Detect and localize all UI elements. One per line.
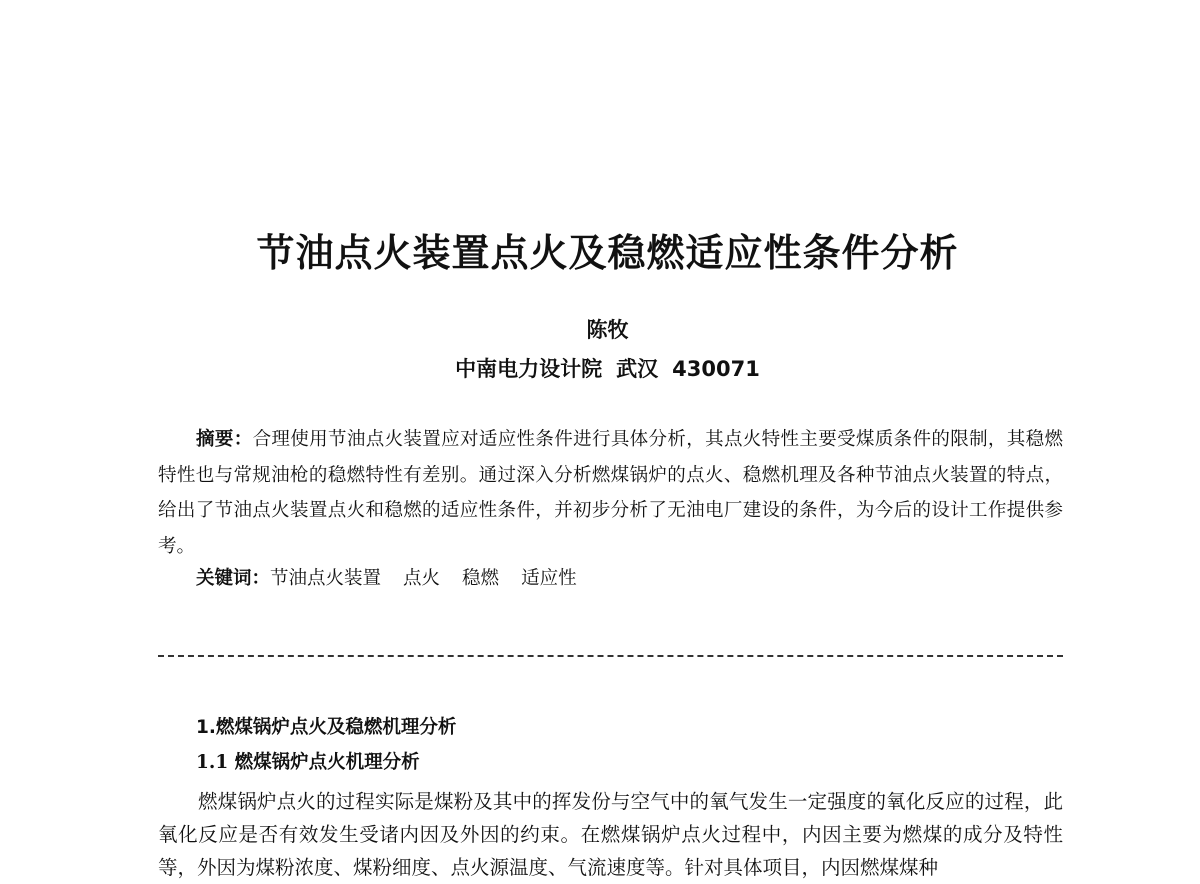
subsection-heading: 1.1 燃煤锅炉点火机理分析 [196, 752, 420, 773]
affiliation-postcode: 430071 [672, 357, 760, 381]
abstract-text: 合理使用节油点火装置应对适应性条件进行具体分析，其点火特性主要受煤质条件的限制，其稳燃特性也与常规油枪的稳燃特性有差别。通过深入分析燃煤锅炉的点火、稳燃机理及各种节油点火装置的特点，给出了节油点火装置点火和稳燃的适应性条件，并初步分析了无油电厂建设的条件，为今后的设计工作提供参考。 [158, 429, 1063, 557]
abstract [158, 422, 1063, 564]
author-name: 陈牧 [586, 318, 629, 342]
abstract-label: 摘要： [196, 429, 253, 450]
paper-title: 节油点火装置点火及稳燃适应性条件分析 [256, 231, 959, 275]
body-paragraph: 燃煤锅炉点火的过程实际是煤粉及其中的挥发份与空气中的氧气发生一定强度的氧化反应的过程，此氧化反应是否有效发生受诸内因及外因的约束。在燃煤锅炉点火过程中，内因主要为燃煤的成分及特性等，外因为煤粉浓度、煤粉细度、点火源温度、气流速度等。针对具体项目，内因燃煤煤种 [158, 790, 1063, 879]
keyword-item: 点火 [403, 568, 441, 589]
section-heading: 1.燃煤锅炉点火及稳燃机理分析 [196, 717, 457, 738]
author-affiliation [0, 353, 1200, 383]
keyword-item: 稳燃 [462, 568, 500, 589]
affiliation-city: 武汉 [616, 357, 659, 381]
keyword-item: 适应性 [521, 568, 577, 589]
keyword-item: 节油点火装置 [270, 568, 382, 589]
affiliation-institution: 中南电力设计院 [455, 357, 603, 381]
keywords-label: 关键词： [196, 568, 271, 589]
section-divider [158, 655, 1063, 657]
keywords [196, 564, 599, 594]
